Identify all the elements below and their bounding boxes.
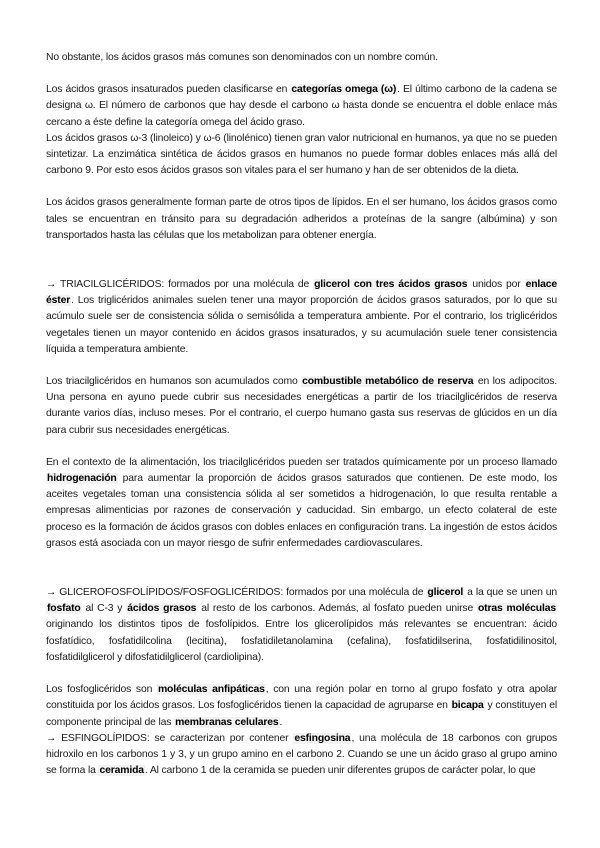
- highlight-cell-membranes: membranas celulares: [175, 716, 279, 728]
- arrow-icon: →: [46, 279, 57, 291]
- paragraph-transport: Los ácidos grasos generalmente forman parte de otros tipos de lípidos. En el ser humano, los ácidos grasos como tales se encuentran en tránsito para su degradación adheridos a proteínas de la sangre (albúmina) y son transportados hasta las células que los metabolizan para obtener energía.: [46, 197, 557, 241]
- highlight-reserve-fuel: combustible metabólico de reserva: [302, 376, 474, 388]
- paragraph-omega-nutrition: Los ácidos grasos ω-3 (linoleico) y ω-6 (linolénico) tienen gran valor nutricional en humanos, ya que no se pueden sintetizar. La enzimática sintética de ácidos grasos en humanos no puede formar dobles enlaces más allá del carbono 9. Por esto esos ácidos grasos son vitales para el ser humano y han de ser obtenidos de la dieta.: [46, 132, 557, 177]
- paragraph-common-names: No obstante, los ácidos grasos más comunes son denominados con un nombre común.: [46, 52, 438, 63]
- highlight-fatty-acids: ácidos grasos: [127, 603, 197, 615]
- highlight-other-molecules: otras moléculas: [477, 603, 556, 615]
- highlight-hydrogenation: hidrogenación: [47, 473, 117, 485]
- highlight-bilayer: bicapa: [451, 700, 484, 712]
- arrow-icon: →: [46, 587, 57, 599]
- paragraph-glycerophospholipids: → GLICEROFOSFOLÍPIDOS/FOSFOGLICÉRIDOS: formados por una molécula de glicerol a la que se unen un fosfato al C-3 y ácidos grasos al resto de los carbonos. Además, al fosfato pueden unirse otras moléculas originando los distintos tipos de fosfolípidos. Entre los glicerolípidos más relevantes se encuentran: ácido fosfatídico, fosfatidilcolina (lecitina), fosfatidiletanolamina (cefalina), fosfatidilserina, fosfatidilinositol, fosfatidilglicerol y difosfatidilglicerol (cardiolipina).: [46, 587, 557, 663]
- paragraph-sphingolipids: → ESFINGOLÍPIDOS: se caracterizan por contener esfingosina, una molécula de 18 carbonos con grupos hidroxilo en los carbonos 1 y 3, y un grupo amino en el carbono 2. Cuando se une un ácido graso al grupo amino se forma la ceramida. Al carbono 1 de la ceramida se pueden unir diferentes grupos de carácter polar, lo que: [46, 732, 557, 777]
- paragraph-hydrogenation: En el contexto de la alimentación, los triacilglicéridos pueden ser tratados químicamente por un proceso llamado hidrogenación para aumentar la proporción de ácidos grasos saturados que contienen. De este modo, los aceites vegetales toman una consistencia sólida al ser sometidos a hidrogenación, lo que resulta rentable a empresas alimenticias por razones de conservación y caducidad. Sin embargo, un efecto colateral de este proceso es la formación de ácidos grasos con dobles enlaces en configuración trans. La ingestión de estos ácidos grasos está asociada con un mayor riesgo de sufrir enfermedades cardiovasculares.: [46, 456, 557, 549]
- paragraph-omega-categories: Los ácidos grasos insaturados pueden clasificarse en categorías omega (ω). El último carbono de la cadena se designa ω. El número de carbonos que hay desde el carbono ω hasta donde se encuentra el doble enlace más cercano a éste define la categoría omega del ácido graso.: [46, 84, 558, 128]
- arrow-icon: →: [46, 732, 57, 744]
- highlight-phosphate: fosfato: [47, 603, 81, 615]
- highlight-omega: categorías omega (ω): [291, 84, 397, 96]
- highlight-glycerol: glicerol: [427, 587, 464, 599]
- highlight-glycerol-three: glicerol con tres ácidos grasos: [314, 279, 468, 291]
- highlight-ester-bond: enlace éster: [46, 279, 558, 307]
- paragraph-triacylglycerides: → TRIACILGLICÉRIDOS: formados por una molécula de glicerol con tres ácidos grasos unidos por enlace éster. Los triglicéridos animales suelen tener una mayor proporción de ácidos grasos saturados, por lo que su acúmulo suele ser de consistencia sólida o semisólida a temperatura ambiente. Por el contrario, los triglicéridos vegetales tienen un mayor contenido en ácidos grasos insaturados, y su acumulación suele tener consistencia líquida a temperatura ambiente.: [46, 279, 558, 355]
- paragraph-amphipathic: Los fosfoglicéridos son moléculas anfipáticas, con una región polar en torno al grupo fosfato y otra apolar constituida por los ácidos grasos. Los fosfoglicéridos tienen la capacidad de agruparse en bicapa y constituyen el componente principal de las membranas celulares.: [46, 684, 558, 728]
- highlight-amphipathic: moléculas anfipáticas: [157, 684, 265, 696]
- document-page: [46, 50, 557, 779]
- paragraph-reserve-fuel: Los triacilglicéridos en humanos son acumulados como combustible metabólico de reserva en los adipocitos. Una persona en ayuno puede cubrir sus necesidades energéticas a partir de los triacilglicéridos de reserva durante varios días, incluso meses. Por el contrario, el cuerpo humano gasta sus reservas de glúcidos en un día para cubrir sus necesidades energéticas.: [46, 376, 557, 436]
- highlight-ceramide: ceramida: [99, 765, 144, 777]
- highlight-sphingosine: esfingosina: [294, 732, 351, 744]
